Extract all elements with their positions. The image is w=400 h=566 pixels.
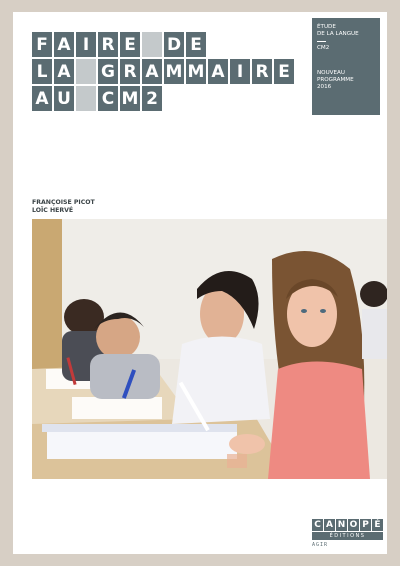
- series-line-2: DE LA LANGUE: [317, 31, 359, 37]
- title-letter-tile: F: [32, 32, 52, 57]
- logo-letters: [312, 519, 383, 531]
- title-letter-tile: E: [120, 32, 140, 57]
- title-spacer-tile: [142, 32, 162, 57]
- title-letter-tile: C: [98, 86, 118, 111]
- logo-letter-tile: A: [324, 519, 335, 531]
- author-2: LOÏC HERVÉ: [32, 207, 74, 214]
- title-letter-tile: E: [274, 59, 294, 84]
- logo-letter-tile: É: [372, 519, 383, 531]
- title-letter-tile: M: [120, 86, 140, 111]
- logo-letter-tile: N: [337, 520, 346, 530]
- series-level: CM2: [317, 45, 330, 51]
- title-letter-tile: A: [208, 59, 228, 84]
- title-spacer-tile: [76, 86, 96, 111]
- title-row-2: [32, 59, 294, 84]
- title-letter-tile: L: [32, 59, 52, 84]
- title-letter-tile: G: [98, 59, 118, 84]
- book-title: [32, 32, 294, 113]
- title-letter-tile: A: [54, 32, 74, 57]
- title-letter-tile: 2: [142, 86, 162, 111]
- series-line-5: PROGRAMME: [317, 77, 354, 83]
- series-line-1: ÉTUDE: [317, 24, 336, 30]
- cover-photo: [32, 219, 387, 479]
- classroom-photo: [32, 219, 387, 479]
- title-row-1: [32, 32, 294, 57]
- logo-editions: ÉDITIONS: [312, 532, 383, 540]
- title-letter-tile: I: [230, 59, 250, 84]
- title-letter-tile: A: [54, 59, 74, 84]
- logo-tagline: AGIR: [312, 542, 329, 548]
- book-cover: [13, 12, 387, 554]
- title-letter-tile: M: [186, 59, 206, 84]
- title-letter-tile: A: [32, 86, 52, 111]
- series-line-4: NOUVEAU: [317, 70, 345, 76]
- title-letter-tile: M: [164, 59, 184, 84]
- title-row-3: [32, 86, 294, 111]
- title-letter-tile: E: [186, 32, 206, 57]
- title-letter-tile: I: [76, 32, 96, 57]
- author-1: FRANÇOISE PICOT: [32, 199, 95, 206]
- title-letter-tile: R: [252, 59, 272, 84]
- title-letter-tile: U: [54, 86, 74, 111]
- series-box: [312, 18, 380, 115]
- title-letter-tile: A: [142, 59, 162, 84]
- series-line-6: 2016: [317, 84, 332, 90]
- title-letter-tile: R: [120, 59, 140, 84]
- authors: [32, 199, 95, 215]
- logo-letter-tile: C: [312, 519, 323, 531]
- logo-letter-tile: P: [360, 519, 371, 531]
- publisher-logo: [312, 519, 383, 548]
- title-letter-tile: R: [98, 32, 118, 57]
- title-letter-tile: D: [164, 32, 184, 57]
- title-spacer-tile: [76, 59, 96, 84]
- logo-letter-tile: O: [349, 520, 358, 530]
- divider: [317, 41, 326, 42]
